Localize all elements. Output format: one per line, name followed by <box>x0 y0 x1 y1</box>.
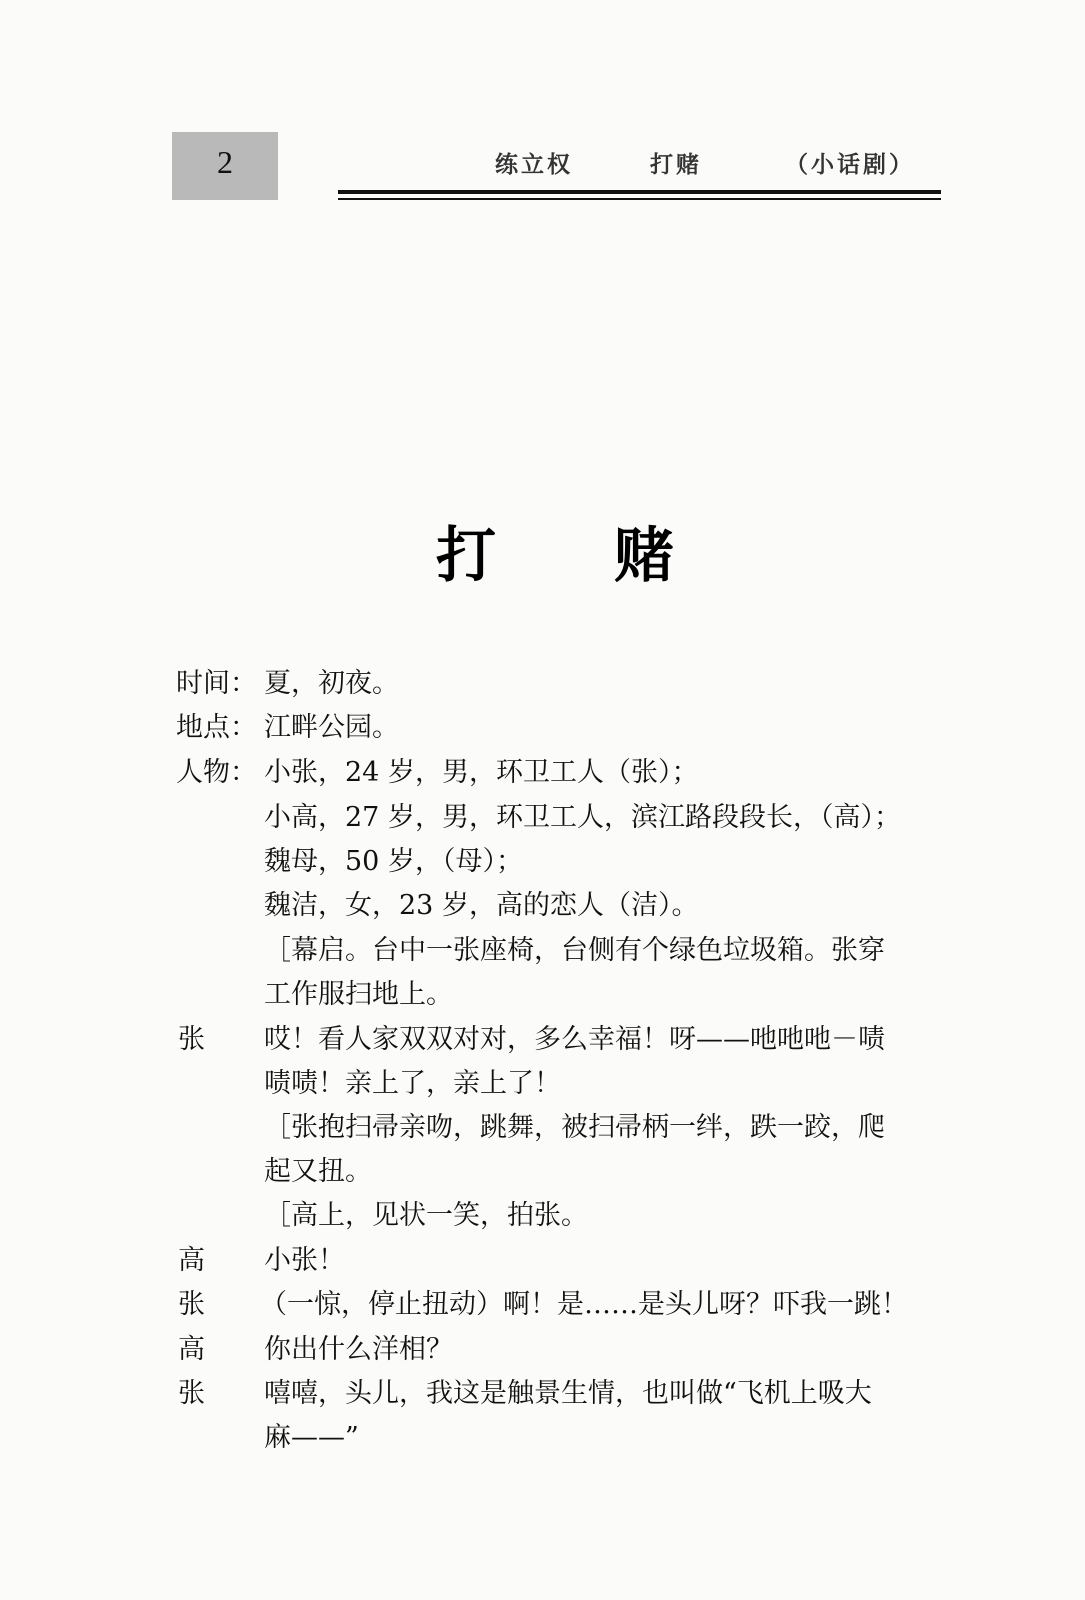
dialogue-line: 你出什么洋相？ <box>264 1334 453 1365</box>
dialogue-line: 嘻嘻，头儿，我这是触景生情，也叫做“飞机上吸大 <box>264 1378 872 1409</box>
character-line: 魏母，50 岁，（母）； <box>264 846 523 877</box>
stage-direction-line: ［张抱扫帚亲吻，跳舞，被扫帚柄一绊，跌一跤，爬 <box>264 1112 885 1143</box>
header-genre: （小话剧） <box>785 152 915 178</box>
header-rule-thin <box>338 198 941 200</box>
play-title-char-2: 赌 <box>614 521 674 591</box>
speaker-label: 高 <box>178 1245 205 1276</box>
stage-direction-line: 工作服扫地上。 <box>264 979 453 1010</box>
characters-label: 人物： <box>176 757 257 788</box>
header-rule-thick <box>338 190 941 194</box>
play-title-char-1: 打 <box>436 521 496 591</box>
stage-direction-line: ［幕启。台中一张座椅，台侧有个绿色垃圾箱。张穿 <box>264 935 885 966</box>
character-line: 小高，27 岁，男，环卫工人，滨江路段段长，（高）； <box>264 802 901 833</box>
page-number-box <box>172 132 278 200</box>
time-value: 夏，初夜。 <box>264 668 399 699</box>
speaker-label: 张 <box>178 1024 205 1055</box>
dialogue-line: （一惊，停止扭动）啊！是……是头儿呀？吓我一跳！ <box>260 1289 908 1320</box>
running-header <box>495 146 915 186</box>
speaker-label: 高 <box>178 1334 205 1365</box>
character-line: 小张，24 岁，男，环卫工人（张）； <box>264 757 699 788</box>
stage-direction-line: ［高上，见状一笑，拍张。 <box>264 1200 588 1231</box>
dialogue-line: 啧啧！亲上了，亲上了！ <box>264 1068 561 1099</box>
dialogue-line: 小张！ <box>264 1245 345 1276</box>
page-number: 2 <box>217 144 233 180</box>
header-author: 练立权 <box>495 152 573 178</box>
dialogue-line: 麻——” <box>264 1422 359 1453</box>
stage-direction-line: 起又扭。 <box>264 1156 372 1187</box>
dialogue-line: 哎！看人家双双对对，多么幸福！呀——吔吔吔－啧 <box>264 1024 885 1055</box>
time-label: 时间： <box>176 668 257 699</box>
character-line: 魏洁，女，23 岁，高的恋人（洁）。 <box>264 890 699 921</box>
place-label: 地点： <box>176 712 257 743</box>
place-value: 江畔公园。 <box>264 712 399 743</box>
speaker-label: 张 <box>178 1378 205 1409</box>
speaker-label: 张 <box>178 1289 205 1320</box>
header-title: 打赌 <box>650 152 702 178</box>
